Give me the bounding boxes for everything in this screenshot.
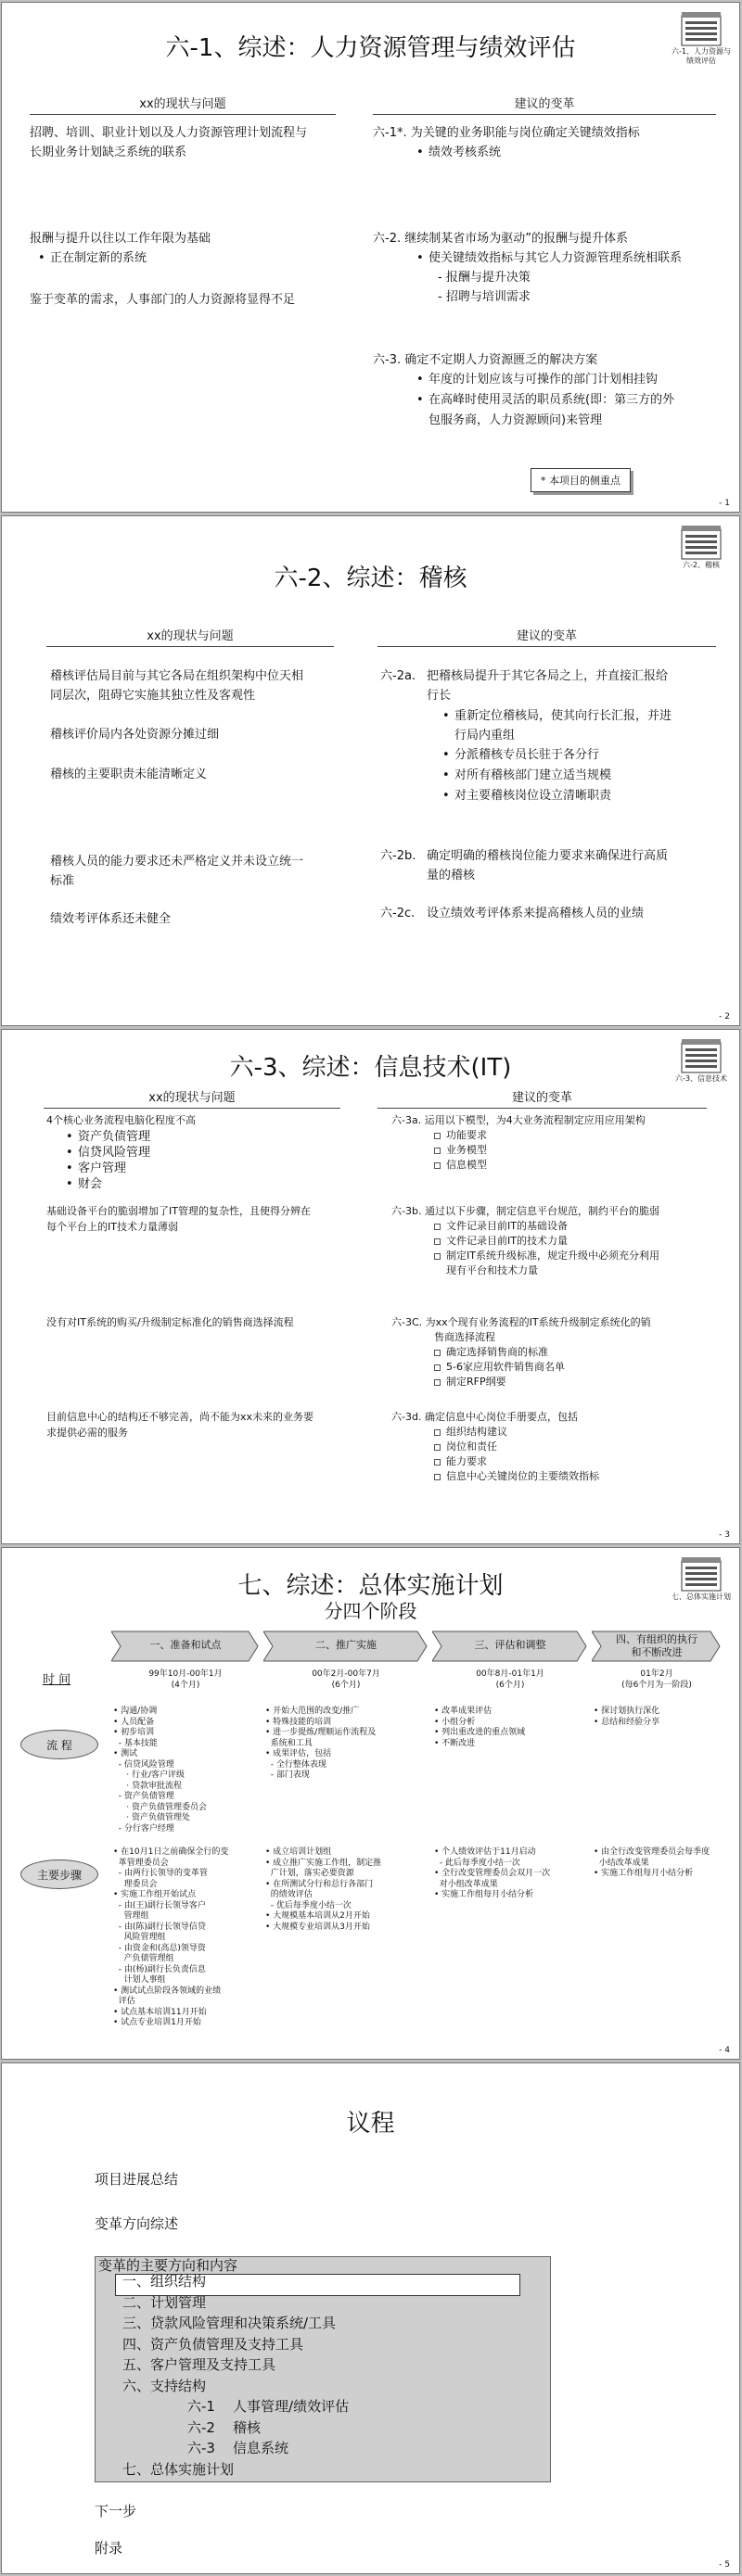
phase-duration: (6个月) — [331, 1681, 361, 1690]
step-line: • 实施工作组每月小结分析 — [434, 1890, 534, 1899]
step-line: - 优后每季度小结一次 — [265, 1900, 352, 1910]
left-text: 求提供必需的服务 — [46, 1427, 128, 1439]
right-text: 量的稽核 — [427, 869, 476, 882]
left-text: 同层次，阻碍它实施其独立性及客观性 — [50, 689, 256, 703]
process-line: • 不断改进 — [434, 1738, 476, 1748]
phase-dates: 01年2月 — [640, 1669, 673, 1679]
left-text: 目前信息中心的结构还不够完善，尚不能为xx未来的业务要 — [46, 1411, 314, 1423]
slide-title: 六-3、综述：信息技术(IT) — [229, 1054, 512, 1082]
phase-dates: 00年2月-00年7月 — [312, 1669, 380, 1679]
square-bullet-icon — [434, 1379, 441, 1386]
page-number: - 5 — [719, 2560, 730, 2570]
section-thumbnail — [671, 524, 732, 570]
right-subitem — [434, 1143, 487, 1158]
phase-time — [263, 1669, 429, 1691]
subitem-text: 业务模型 — [446, 1144, 487, 1156]
agenda-item: 附录 — [95, 2540, 123, 2557]
step-line: 管理组 — [113, 1911, 149, 1921]
right-header: 建议的变革 — [377, 1087, 707, 1109]
process-line: • 探讨划执行深化 — [594, 1707, 660, 1716]
square-bullet-icon — [434, 1253, 441, 1260]
step-line: • 测试试点阶段各领域的业绩 — [113, 1986, 222, 1996]
section-thumbnail — [671, 10, 732, 66]
step-line: 产负债管理组 — [113, 1954, 174, 1963]
left-text: 稽核的主要职责未能清晰定义 — [50, 768, 208, 781]
right-subitem: - 招聘与培训需求 — [438, 290, 531, 304]
step-line: - 由两行长领导的变革管 — [113, 1869, 208, 1878]
agenda-item: 下一步 — [95, 2503, 137, 2519]
slide-subtitle: 分四个阶段 — [324, 1600, 417, 1622]
building-icon — [680, 524, 723, 561]
step-line: 理委员会 — [113, 1879, 158, 1889]
process-line: • 初步培训 — [113, 1728, 155, 1737]
step-line: • 试点专业培训1月开始 — [113, 2018, 201, 2027]
agenda-subitem: 四、资产负债管理及支持工具 — [122, 2335, 304, 2353]
right-subitem — [434, 1345, 548, 1360]
phase-duration: (每6个月为一阶段) — [621, 1681, 692, 1690]
agenda-subitem: 三、贷款风险管理和决策系统/工具 — [122, 2315, 337, 2331]
process-line: • 开始大范围的改变/推广 — [265, 1707, 360, 1716]
left-text: 4个核心业务流程电脑化程度不高 — [46, 1114, 196, 1126]
right-subitem — [434, 1469, 599, 1484]
step-line: 的绩效评估 — [265, 1890, 313, 1899]
square-bullet-icon — [434, 1238, 441, 1245]
right-text: 行局内重组 — [454, 729, 516, 742]
left-text: 报酬与提升以往以工作年限为基础 — [30, 232, 211, 246]
process-line: - 基本技能 — [113, 1738, 158, 1748]
right-bullet: • 在高峰时使用灵活的职员系统(即：第三方的外 — [429, 391, 674, 410]
subitem-text: 文件记录目前IT的技术力量 — [446, 1235, 568, 1247]
left-text: 招聘、培训、职业计划以及人力资源管理计划流程与 — [30, 126, 308, 140]
right-bullet: • 使关键绩效指标与其它人力资源管理系统相联系 — [429, 249, 682, 268]
left-text: 每个平台上的IT技术力量薄弱 — [46, 1221, 178, 1233]
step-line: • 试点基本培训11月开始 — [113, 2007, 207, 2017]
agenda-subitem: 五、客户管理及支持工具 — [122, 2356, 276, 2373]
right-header: 建议的变革 — [377, 626, 716, 647]
right-text: 确定明确的稽核岗位能力要求来确保进行高质 — [427, 849, 669, 863]
process-line: • 特殊技能的培训 — [265, 1717, 332, 1727]
square-bullet-icon — [434, 1474, 441, 1480]
thumbnail-caption: 六-2、稽核 — [683, 561, 720, 569]
left-text: 长期业务计划缺乏系统的联系 — [30, 146, 187, 159]
left-bullet: • 资产负债管理 — [78, 1128, 150, 1147]
right-subitem — [434, 1234, 568, 1249]
slide-title: 六-2、综述：稽核 — [274, 565, 467, 592]
step-line: - 由(杨)副行长负责信息 — [113, 1964, 206, 1974]
phase-arrow-1 — [111, 1630, 260, 1663]
left-text: 标准 — [50, 874, 75, 888]
building-icon — [680, 1037, 723, 1074]
building-icon — [680, 1555, 723, 1593]
phase-duration: (6个月) — [495, 1681, 525, 1690]
phase-name: 四、有组织的执行 — [616, 1633, 697, 1645]
thumbnail-caption: 七、总体实施计划 — [672, 1593, 731, 1601]
thumbnail-caption: 六-3、信息技术 — [675, 1074, 727, 1083]
phase-time — [111, 1669, 260, 1691]
left-header: xx的现状与问题 — [44, 1087, 340, 1109]
step-line: • 大规模基本培训从2月开始 — [265, 1911, 370, 1921]
subitem-text: 信息模型 — [446, 1159, 487, 1171]
square-bullet-icon — [434, 1429, 441, 1436]
square-bullet-icon — [434, 1162, 441, 1169]
right-text: 把稽核局提升于其它各局之上，并直接汇报给 — [427, 669, 669, 683]
process-line: - 全行整体表现 — [265, 1759, 326, 1770]
right-subitem: - 报酬与提升决策 — [438, 271, 531, 285]
phase-arrow-4 — [592, 1630, 722, 1663]
process-line: - 信贷风险管理 — [113, 1759, 174, 1770]
slide-hr — [1, 2, 740, 513]
process-line: · 贷款审批流程 — [113, 1781, 183, 1791]
square-bullet-icon — [434, 1133, 441, 1139]
page-number: - 3 — [719, 1530, 730, 1540]
step-line: - 此后每季度小结一次 — [434, 1858, 520, 1868]
process-line: · 资产负债管理委员会 — [113, 1802, 208, 1812]
right-text: 六-3. 确定不定期人力资源匮乏的解决方案 — [373, 353, 598, 367]
slide-title: 六-1、综述：人力资源管理与绩效评估 — [165, 34, 576, 62]
left-text: 稽核评估局目前与其它各局在组织架构中位天相 — [50, 669, 304, 683]
right-text: 包服务商，人力资源顾问)来管理 — [429, 413, 603, 427]
left-header: xx的现状与问题 — [30, 94, 336, 115]
subitem-text: 能力要求 — [446, 1455, 487, 1467]
agenda-subitem: 一、组织结构 — [122, 2273, 207, 2290]
process-line: 系统和工具 — [265, 1738, 313, 1748]
left-text: 稽核人员的能力要求还未严格定义并未设立统一 — [50, 855, 304, 869]
right-text: 六-3b. 通过以下步骤，制定信息平台规范，制约平台的脆弱 — [391, 1205, 659, 1217]
step-line: 广计划，落实必要资源 — [265, 1869, 354, 1878]
slide-it — [1, 1029, 740, 1544]
step-line: • 成立推广实施工作组，制定推 — [265, 1858, 382, 1868]
step-line: • 实施工作组每月小结分析 — [594, 1869, 694, 1878]
right-text: 现有平台和技术力量 — [446, 1264, 538, 1276]
phase-name: 一、准备和试点 — [149, 1639, 222, 1651]
right-text: 行长 — [427, 689, 452, 703]
subitem-text: 信息中心关键岗位的主要绩效指标 — [446, 1470, 599, 1482]
slide-title: 议程 — [346, 2110, 395, 2138]
phase-time — [432, 1669, 588, 1691]
right-text: 六-3C. 为xx个现有业务流程的IT系统升级制定系统化的销 — [391, 1316, 651, 1328]
left-bullet: • 信贷风险管理 — [78, 1144, 150, 1162]
slide-title: 七、综述：总体实施计划 — [237, 1572, 504, 1600]
subitem-text: 5-6家应用软件销售商名单 — [446, 1361, 565, 1373]
right-bullet: • 分派稽核专员长驻于各分行 — [454, 746, 599, 765]
process-line: • 小组分析 — [434, 1717, 476, 1727]
square-bullet-icon — [434, 1364, 441, 1371]
right-text: 六-1*. 为关键的业务职能与岗位确定关键绩效指标 — [373, 126, 640, 140]
focus-note: * 本项目的侧重点 — [531, 468, 631, 492]
process-line: - 部门表现 — [265, 1770, 310, 1780]
step-line: • 在所测试分行和总行各部门 — [265, 1879, 374, 1889]
subitem-text: 确定选择销售商的标准 — [446, 1346, 548, 1358]
right-subitem — [434, 1440, 497, 1454]
phase-time — [592, 1669, 722, 1691]
process-label: 流 程 — [20, 1730, 98, 1759]
right-subitem — [434, 1360, 565, 1375]
right-text: 六-3d. 确定信息中心岗位手册要点，包括 — [391, 1411, 578, 1423]
right-text: 六-3a. 运用以下模型，为4大业务流程制定应用应用架构 — [391, 1114, 646, 1126]
agenda-subitem: 七、总体实施计划 — [122, 2460, 235, 2478]
process-line: - 分行客户经理 — [113, 1823, 174, 1834]
process-line: • 改革成果评估 — [434, 1707, 493, 1716]
slide-audit — [1, 515, 740, 1026]
left-text: 绩效考评体系还未健全 — [50, 912, 172, 926]
phase-arrow-2 — [263, 1630, 429, 1663]
item-code: 六-2b. — [380, 849, 416, 863]
step-line: 对小组改革成果 — [434, 1879, 498, 1889]
process-line: • 进一步提炼/理顺运作流程及 — [265, 1728, 377, 1737]
process-line: - 资产负债管理 — [113, 1792, 174, 1801]
process-line: • 列出重改进的重点领域 — [434, 1728, 526, 1737]
agenda-item: 项目进展总结 — [95, 2171, 179, 2188]
right-bullet: • 对所有稽核部门建立适当规模 — [454, 767, 611, 785]
phase-duration: (4个月) — [171, 1681, 200, 1690]
right-subitem — [434, 1375, 506, 1390]
right-bullet: • 绩效考核系统 — [429, 144, 501, 162]
right-header: 建议的变革 — [373, 94, 716, 115]
subitem-text: 文件记录目前IT的基础设备 — [446, 1220, 568, 1232]
left-bullet: • 正在制定新的系统 — [50, 249, 147, 268]
right-bullet: • 年度的计划应该与可操作的部门计划相挂钩 — [429, 371, 658, 389]
right-subitem — [434, 1454, 487, 1469]
item-code: 六-2a. — [380, 669, 416, 683]
left-text: 基础设备平台的脆弱增加了IT管理的复杂性，且使得分辨在 — [46, 1205, 311, 1217]
page-number: - 1 — [719, 499, 730, 508]
agenda-item: 变革的主要方向和内容 — [98, 2257, 238, 2274]
subitem-text: 组织结构建议 — [446, 1426, 507, 1438]
agenda-item: 变革方向综述 — [95, 2215, 179, 2232]
right-subitem — [434, 1128, 487, 1143]
slide-implementation-plan — [1, 1547, 740, 2060]
step-line: - 由(王)副行长领导客户 — [113, 1900, 206, 1910]
step-line: • 实施工作组开始试点 — [113, 1890, 197, 1899]
left-bullet: • 客户管理 — [78, 1160, 126, 1178]
page-number: - 4 — [719, 2046, 730, 2055]
subitem-text: 制定IT系统升级标准，规定升级中必须充分利用 — [446, 1250, 659, 1262]
process-line: • 总结和经验分享 — [594, 1717, 660, 1727]
phase-arrow-3 — [432, 1630, 588, 1663]
agenda-subitem: 六-2 稽核 — [187, 2418, 262, 2436]
right-subitem — [434, 1219, 568, 1234]
steps-label: 主要步骤 — [20, 1859, 98, 1889]
process-line: · 行业/客户评级 — [113, 1770, 186, 1780]
square-bullet-icon — [434, 1350, 441, 1356]
right-text: 售商选择流程 — [434, 1331, 495, 1343]
process-line: · 资产负债管理处 — [113, 1813, 191, 1822]
subitem-text: 功能要求 — [446, 1129, 487, 1141]
time-label: 时 间 — [43, 1673, 71, 1687]
agenda-subitem: 六-3 信息系统 — [187, 2440, 289, 2456]
subitem-text: 制定RFP纲要 — [446, 1376, 506, 1388]
step-line: • 大规模专业培训从3月开始 — [265, 1922, 370, 1932]
step-line: • 在10月1日之前确保全行的变 — [113, 1847, 229, 1857]
square-bullet-icon — [434, 1459, 441, 1466]
right-bullet: • 对主要稽核岗位设立清晰职责 — [454, 787, 611, 806]
left-text: 没有对IT系统的购买/升级制定标准化的销售商选择流程 — [46, 1316, 294, 1328]
thumbnail-caption: 六-1、人力资源与绩效评估 — [672, 47, 731, 65]
left-bullet: • 财会 — [78, 1175, 102, 1194]
phase-dates: 00年8月-01年1月 — [476, 1669, 544, 1679]
right-text: 设立绩效考评体系来提高稽核人员的业绩 — [427, 907, 645, 920]
process-line: • 测试 — [113, 1749, 138, 1758]
section-thumbnail — [671, 1037, 732, 1084]
step-line: • 成立培训计划组 — [265, 1847, 332, 1857]
slide-agenda — [1, 2062, 740, 2574]
subitem-text: 岗位和责任 — [446, 1440, 497, 1453]
right-subitem — [434, 1249, 659, 1263]
step-line: • 全行改变管理委员会双月一次 — [434, 1869, 551, 1878]
step-line: • 由全行改变管理委员会每季度 — [594, 1847, 710, 1857]
step-line: 计划人事组 — [113, 1975, 166, 1985]
square-bullet-icon — [434, 1148, 441, 1154]
step-line: 革管理委员会 — [113, 1858, 169, 1868]
step-line: 小结改革成果 — [594, 1858, 649, 1868]
left-text: 稽核评价局内各处资源分摊过细 — [50, 728, 220, 742]
phase-name: 三、评估和调整 — [474, 1639, 546, 1651]
step-line: 风险管理组 — [113, 1933, 166, 1942]
step-line: 评估 — [113, 1997, 135, 2006]
step-line: - 由资金和(高总)领导资 — [113, 1943, 206, 1953]
process-line: • 沟通/协调 — [113, 1707, 158, 1716]
section-thumbnail — [671, 1555, 732, 1602]
right-bullet: • 重新定位稽核局，使其向行长汇报，并进 — [454, 707, 672, 726]
item-code: 六-2c. — [380, 907, 416, 920]
left-header: xx的现状与问题 — [46, 626, 334, 647]
phase-dates: 99年10月-00年1月 — [148, 1669, 223, 1679]
step-line: • 个人绩效评估于11月启动 — [434, 1847, 536, 1857]
process-line: • 人员配备 — [113, 1717, 155, 1727]
agenda-subitem: 六、支持结构 — [122, 2377, 207, 2394]
agenda-subitem: 二、计划管理 — [122, 2293, 207, 2311]
phase-name: 二、推广实施 — [315, 1639, 377, 1651]
left-text: 鉴于变革的需求，人事部门的人力资源将显得不足 — [30, 293, 296, 307]
square-bullet-icon — [434, 1224, 441, 1230]
phase-name-line2: 和不断改进 — [631, 1646, 683, 1658]
square-bullet-icon — [434, 1444, 441, 1451]
building-icon — [680, 10, 723, 47]
right-subitem — [434, 1158, 487, 1173]
page-number: - 2 — [719, 1012, 730, 1022]
step-line: - 由(陈)副行长领导信贷 — [113, 1922, 206, 1932]
agenda-subitem: 六-1 人事管理/绩效评估 — [187, 2398, 350, 2415]
right-text: 六-2. 继续制某省市场为驱动”的报酬与提升体系 — [373, 232, 628, 246]
process-line: • 成果评估，包括 — [265, 1749, 332, 1758]
right-subitem — [434, 1425, 507, 1440]
